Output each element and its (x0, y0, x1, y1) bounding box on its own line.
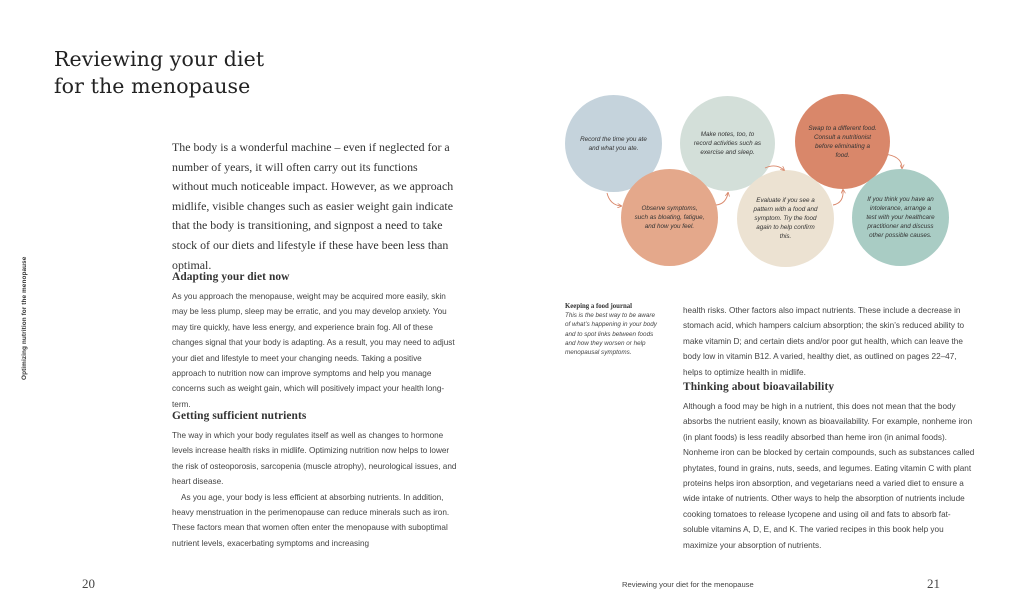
circle-text: If you think you have an intolerance, arrange a test with your healthcare practitioner and discuss other possible causes. (866, 196, 935, 239)
section-body-nutrients (172, 428, 460, 551)
section-heading-adapting: Adapting your diet now (172, 271, 290, 283)
body-paragraph: health risks. Other factors also impact nutrients. These include a decrease in stomach acid, which hampers calcium absorption; the skin’s reduced ability to make vitamin D; and certain diets and/or poor gut health, which can leave the body low in vitamin B12. A varied, healthy diet, as outlined on pages 22–47, helps to optimize health in midlife. (683, 306, 965, 377)
continued-body-text (683, 303, 975, 380)
caption-body: This is the best way to be aware of what’s happening in your body and to spot links between foods and how they worsen or help menopausal symptoms. (565, 312, 657, 357)
section-heading-bioavailability: Thinking about bioavailability (683, 381, 835, 393)
intro-paragraph: The body is a wonderful machine – even if neglected for a number of years, it will often carry out its functions without much noticeable impact. However, as we approach midlife, visible changes such as easier weight gain indicate that the body is transitioning, and signpost a need to take stock of our diets and lifestyle if these have been less than optimal. (172, 140, 454, 272)
body-paragraph: As you approach the menopause, weight may be acquired more easily, skin may be less plump, sleep may be erratic, and you may develop anxiety. You may tire quickly, have less energy, and experience brain fog. All of these changes signal that your body is adapting. As a result, you may need to adjust your diet and lifestyle to meet your changing needs. Taking a positive approach to nutrition now can improve symptoms and help you manage concerns such as weight gain, which will positively impact your health long-term. (172, 292, 455, 409)
section-heading-nutrients: Getting sufficient nutrients (172, 410, 307, 422)
body-paragraph: Although a food may be high in a nutrient, this does not mean that the body absorbs the nutrient easily, known as bioavailability. For example, nonheme iron (in plant foods) is less readily absorbed than heme iron (in animal foods). Nonheme iron can be blocked by certain compounds, such as substances called phytates, found in grains, nuts, seeds, and legumes. Eating vitamin C with plant proteins helps iron absorption, and vegetarians need a varied diet to ensure a wide intake of nutrients. Other ways to help the absorption of nutrients include cooking tomatoes to release lycopene and using oil and fats to absorb fat-soluble vitamins A, D, E, and K. The varied recipes in this book help you maximize your absorption of nutrients. (683, 402, 975, 550)
circle-text: Evaluate if you see a pattern with a food and symptom. Try the food again to help confirm this. (753, 197, 818, 240)
circle-text: Observe symptoms, such as bloating, fatigue, and how you feel. (634, 205, 705, 230)
circle-text: Record the time you ate and what you ate. (580, 135, 647, 152)
section-body-adapting (172, 289, 456, 412)
title-line-2: for the menopause (54, 74, 251, 98)
title-line-1: Reviewing your diet (54, 47, 265, 71)
journal-circle-observe (621, 169, 718, 266)
page-number-left: 20 (82, 576, 95, 591)
journal-circle-intolerance (852, 169, 949, 266)
food-journal-caption (565, 303, 661, 357)
page-number-right: 21 (927, 576, 940, 591)
chapter-sidebar-label: Optimizing nutrition for the menopause (21, 256, 28, 380)
circle-text: Swap to a different food. Consult a nutritionist before eliminating a food. (808, 124, 877, 159)
caption-title: Keeping a food journal (565, 303, 633, 310)
body-paragraph: The way in which your body regulates itself as well as changes to hormone levels increase health risks in midlife. Optimizing nutrition now helps to lower the risk of osteoporosis, sarcopenia (muscle atrophy), neurological issues, and heart disease. (172, 431, 457, 487)
page-title (54, 46, 434, 100)
journal-circle-evaluate (737, 170, 834, 267)
running-footer-title: Reviewing your diet for the menopause (622, 580, 754, 589)
circle-text: Make notes, too, to record activities such as exercise and sleep. (693, 131, 762, 156)
body-paragraph: As you age, your body is less efficient at absorbing nutrients. In addition, heavy menstruation in the perimenopause can reduce minerals such as iron. These factors mean that women often enter the menopause with suboptimal nutrient levels, exacerbating symptoms and increasing (172, 492, 450, 548)
section-body-bioavailability (683, 399, 975, 553)
